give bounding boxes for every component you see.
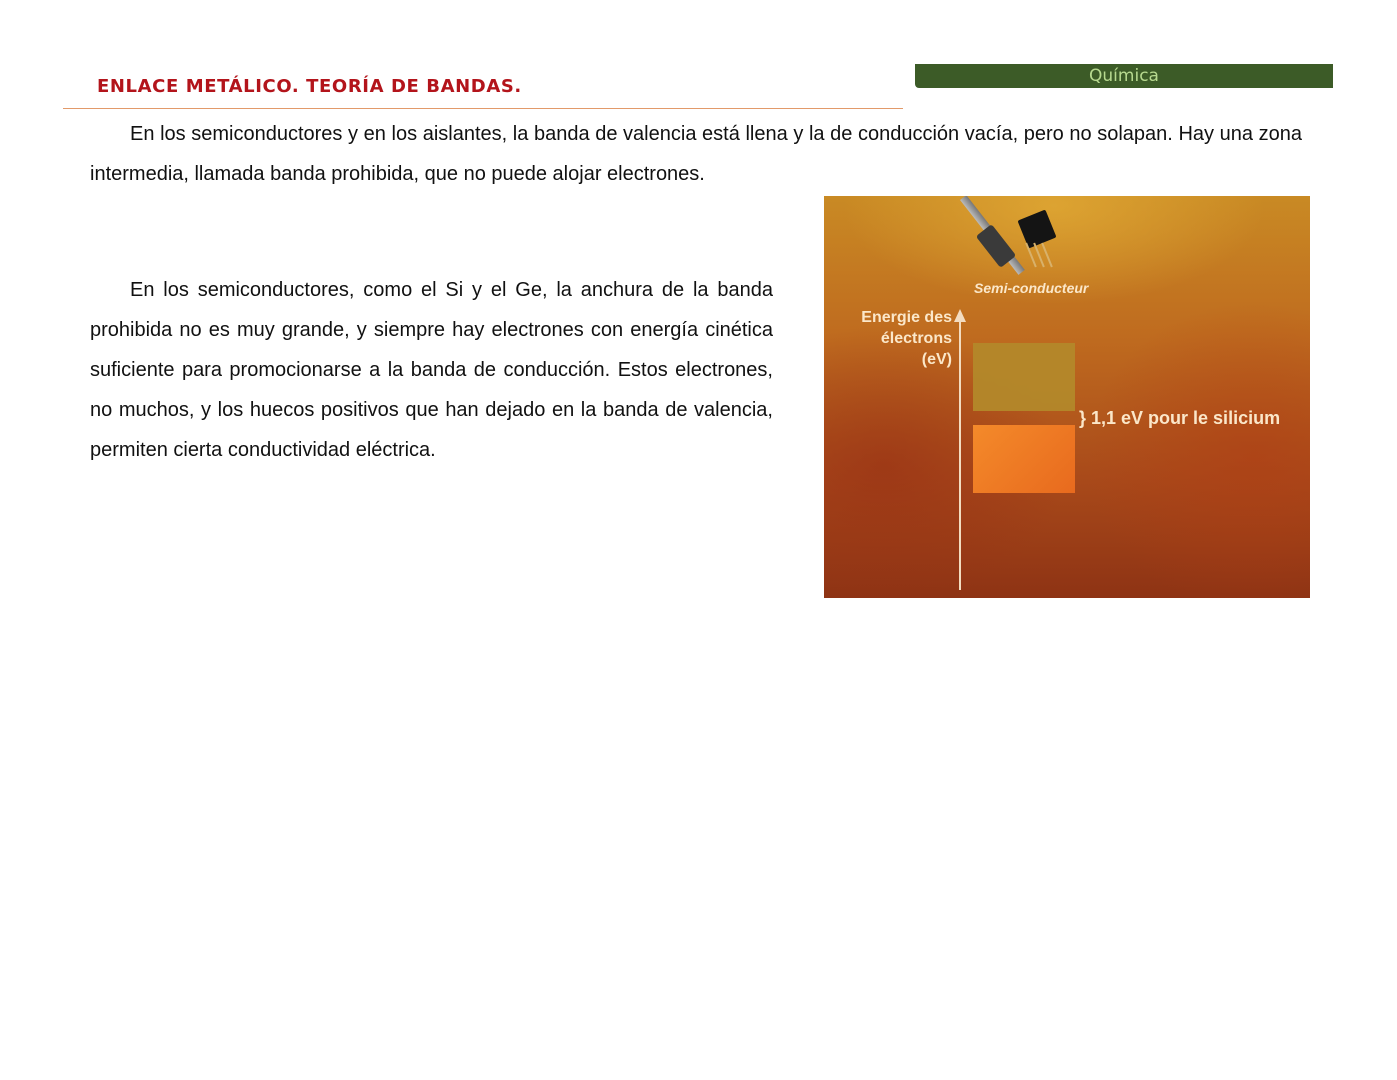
- figure-caption: Semi-conducteur: [974, 280, 1089, 296]
- valence-band: [973, 425, 1075, 493]
- subject-label: Química: [1089, 66, 1159, 86]
- document-title: ENLACE METÁLICO. TEORÍA DE BANDAS.: [97, 76, 522, 97]
- energy-axis: [959, 316, 961, 590]
- intro-paragraph: En los semiconductores y en los aislantes, la banda de valencia está llena y la de conducción vacía, pero no solapan. Hay una zona intermedia, llamada banda prohibida, que no puede alojar electrones.: [90, 123, 1302, 185]
- axis-label-line: Energie des: [861, 309, 952, 326]
- semiconductor-paragraph: En los semiconductores, como el Si y el Ge, la anchura de la banda prohibida no es muy grande, y siempre hay electrones con energía cinética suficiente para promocionarse a la banda de conducción. Estos electrones, no muchos, y los huecos positivos que han dejado en la banda de valencia, permiten cierta conductividad eléctrica.: [90, 279, 773, 461]
- band-gap-label: } 1,1 eV pour le silicium: [1079, 408, 1281, 428]
- conduction-band: [973, 343, 1075, 411]
- axis-label-line: électrons: [880, 330, 952, 347]
- energy-axis-label: [861, 307, 952, 370]
- transistor-icon: [1017, 209, 1056, 248]
- title-divider: [63, 108, 903, 109]
- band-diagram-figure: [824, 196, 1310, 598]
- axis-label-line: (eV): [921, 351, 952, 368]
- subject-badge: [915, 64, 1333, 88]
